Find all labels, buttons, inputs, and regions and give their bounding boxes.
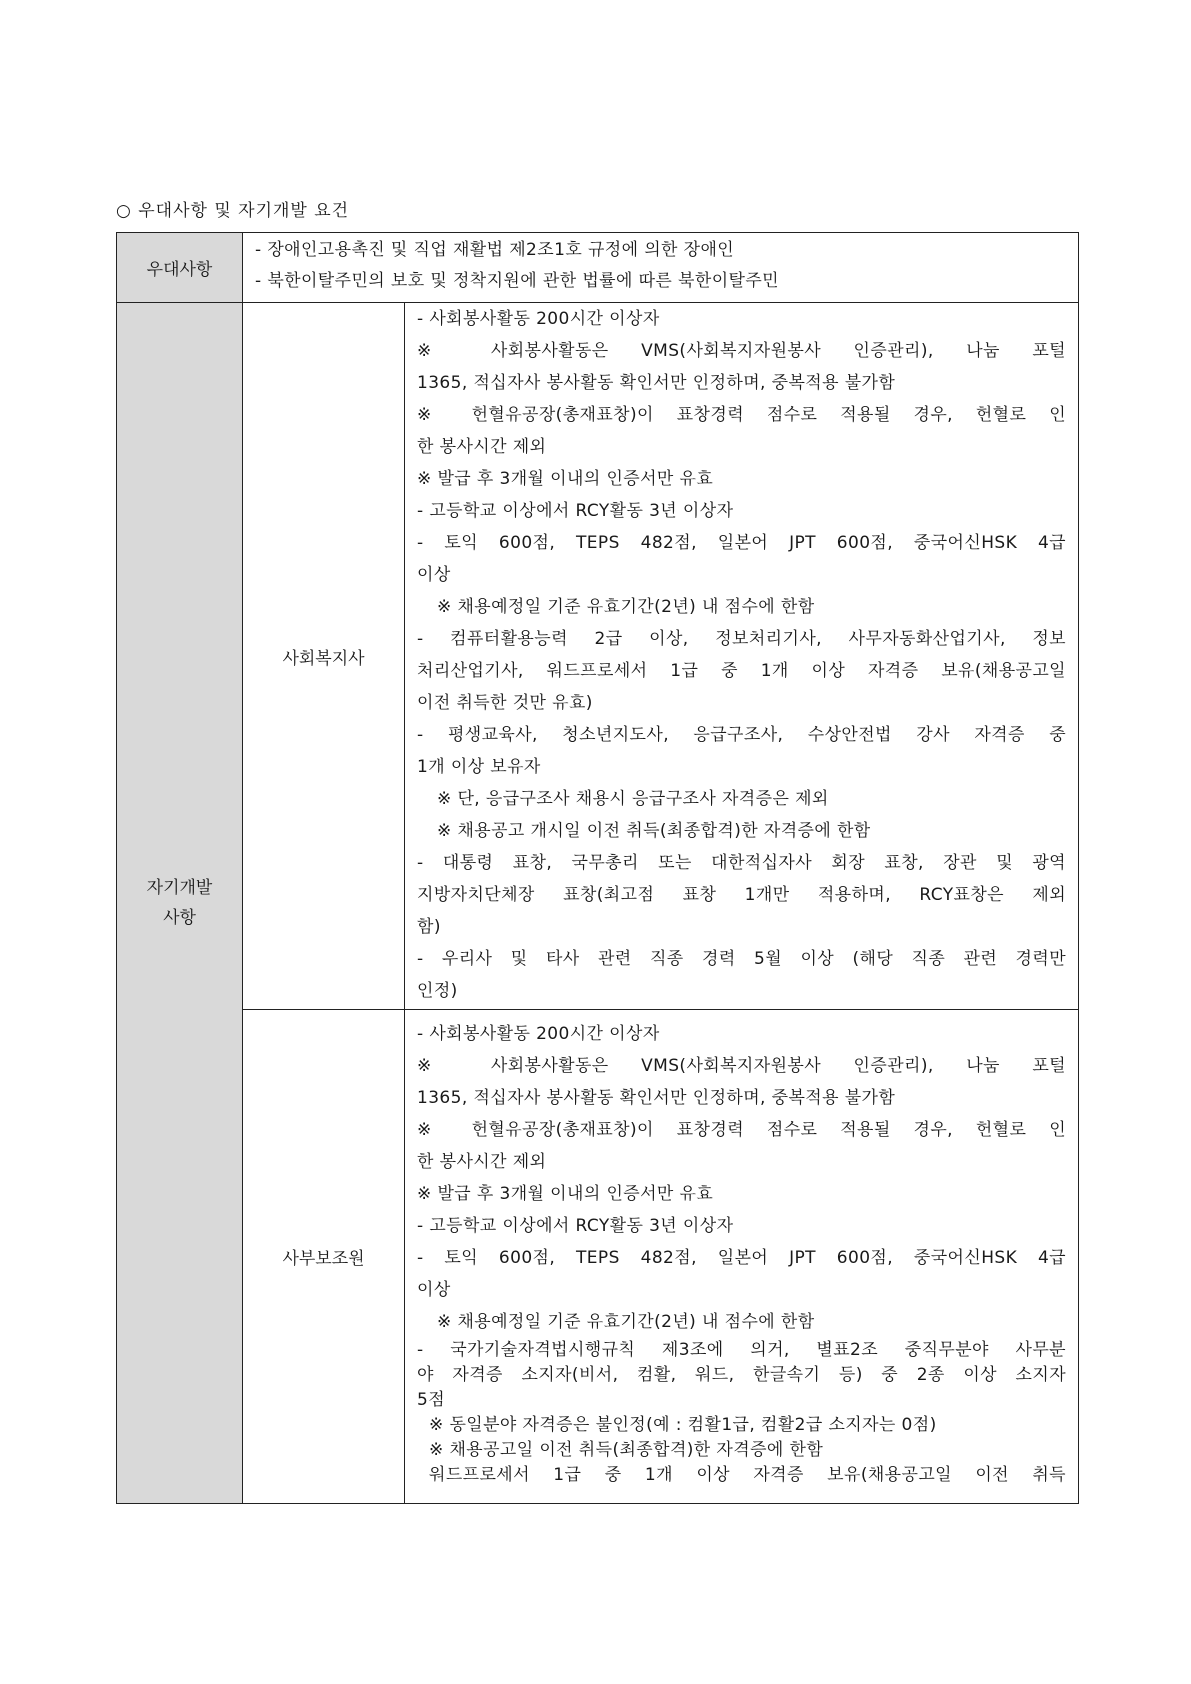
requirement-line: - 평생교육사, 청소년지도사, 응급구조사, 수상안전법 강사 자격증 중 bbox=[417, 725, 1067, 745]
requirement-line: 지방자치단체장 표창(최고점 표창 1개만 적용하며, RCY표창은 제외 bbox=[417, 885, 1067, 905]
requirement-line: 5점 bbox=[417, 1390, 446, 1410]
social-worker-content-cell bbox=[405, 303, 1079, 1010]
preferred-label-cell bbox=[117, 233, 243, 303]
requirement-line: ※ 헌혈유공장(총재표창)이 표창경력 점수로 적용될 경우, 헌혈로 인 bbox=[417, 405, 1067, 425]
office-assistant-label: 사부보조원 bbox=[282, 1249, 365, 1269]
requirement-line: 1개 이상 보유자 bbox=[417, 757, 541, 777]
self-dev-label-line2: 사항 bbox=[163, 908, 196, 928]
requirements-table bbox=[116, 232, 1079, 1504]
requirement-line: - 토익 600점, TEPS 482점, 일본어 JPT 600점, 중국어신HSK 4급 bbox=[417, 533, 1067, 553]
requirement-line: 1365, 적십자사 봉사활동 확인서만 인정하며, 중복적용 불가함 bbox=[417, 373, 896, 393]
social-worker-label-cell bbox=[243, 303, 405, 1010]
preferred-line: - 북한이탈주민의 보호 및 정착지원에 관한 법률에 따른 북한이탈주민 bbox=[255, 271, 779, 291]
requirement-line: 이상 bbox=[417, 565, 451, 585]
requirement-line: - 컴퓨터활용능력 2급 이상, 정보처리기사, 사무자동화산업기사, 정보 bbox=[417, 629, 1067, 649]
requirement-line: ※ 헌혈유공장(총재표창)이 표창경력 점수로 적용될 경우, 헌혈로 인 bbox=[417, 1120, 1067, 1140]
requirement-line: ※ 채용예정일 기준 유효기간(2년) 내 점수에 한함 bbox=[437, 1312, 815, 1332]
office-assistant-content-cell bbox=[405, 1010, 1079, 1504]
requirement-line: 1365, 적십자사 봉사활동 확인서만 인정하며, 중복적용 불가함 bbox=[417, 1088, 896, 1108]
requirement-line: - 고등학교 이상에서 RCY활동 3년 이상자 bbox=[417, 1216, 734, 1236]
section-heading: ○ 우대사항 및 자기개발 요건 bbox=[116, 201, 350, 221]
office-assistant-row bbox=[117, 1010, 1079, 1504]
preferred-label: 우대사항 bbox=[146, 260, 213, 280]
self-dev-label bbox=[117, 873, 242, 933]
requirement-line: 이전 취득한 것만 유효) bbox=[417, 693, 593, 713]
preferred-content-cell bbox=[243, 233, 1079, 303]
requirement-line: - 사회봉사활동 200시간 이상자 bbox=[417, 309, 660, 329]
social-worker-row bbox=[117, 303, 1079, 1010]
requirement-line: ※ 채용공고일 이전 취득(최종합격)한 자격증에 한함 bbox=[429, 1440, 824, 1460]
requirement-line: - 우리사 및 타사 관련 직종 경력 5월 이상 (해당 직종 관련 경력만 bbox=[417, 949, 1067, 969]
requirement-line: ※ 동일분야 자격증은 불인정(예 : 컴활1급, 컴활2급 소지자는 0점) bbox=[429, 1415, 937, 1435]
requirement-line: - 토익 600점, TEPS 482점, 일본어 JPT 600점, 중국어신HSK 4급 bbox=[417, 1248, 1067, 1268]
requirement-line: 함) bbox=[417, 917, 441, 937]
self-dev-label-line1: 자기개발 bbox=[146, 878, 213, 898]
requirement-line: ※ 발급 후 3개월 이내의 인증서만 유효 bbox=[417, 469, 714, 489]
requirement-line: - 국가기술자격법시행규칙 제3조에 의거, 별표2조 중직무분야 사무분 bbox=[417, 1340, 1067, 1360]
requirement-line: - 사회봉사활동 200시간 이상자 bbox=[417, 1024, 660, 1044]
requirement-line: ※ 사회봉사활동은 VMS(사회복지자원봉사 인증관리), 나눔 포털 bbox=[417, 1056, 1067, 1076]
requirement-line: ※ 사회봉사활동은 VMS(사회복지자원봉사 인증관리), 나눔 포털 bbox=[417, 341, 1067, 361]
requirement-line: 야 자격증 소지자(비서, 컴활, 워드, 한글속기 등) 중 2종 이상 소지자 bbox=[417, 1365, 1067, 1385]
requirement-line: 이상 bbox=[417, 1280, 451, 1300]
requirement-line: ※ 채용공고 개시일 이전 취득(최종합격)한 자격증에 한함 bbox=[437, 821, 871, 841]
requirement-line: 한 봉사시간 제외 bbox=[417, 437, 547, 457]
requirement-line: ※ 발급 후 3개월 이내의 인증서만 유효 bbox=[417, 1184, 714, 1204]
self-dev-label-cell bbox=[117, 303, 243, 1504]
requirement-line: ※ 단, 응급구조사 채용시 응급구조사 자격증은 제외 bbox=[437, 789, 829, 809]
requirement-line: 한 봉사시간 제외 bbox=[417, 1152, 547, 1172]
requirement-line: - 대통령 표창, 국무총리 또는 대한적십자사 회장 표창, 장관 및 광역 bbox=[417, 853, 1067, 873]
preferred-row bbox=[117, 233, 1079, 303]
requirement-line: - 고등학교 이상에서 RCY활동 3년 이상자 bbox=[417, 501, 734, 521]
preferred-line: - 장애인고용촉진 및 직업 재활법 제2조1호 규정에 의한 장애인 bbox=[255, 240, 735, 260]
requirement-line: 인정) bbox=[417, 981, 458, 1001]
social-worker-label: 사회복지사 bbox=[282, 648, 365, 669]
requirement-line: 워드프로세서 1급 중 1개 이상 자격증 보유(채용공고일 이전 취득 bbox=[429, 1465, 1067, 1485]
requirement-line: 처리산업기사, 워드프로세서 1급 중 1개 이상 자격증 보유(채용공고일 bbox=[417, 661, 1067, 681]
office-assistant-label-cell bbox=[243, 1010, 405, 1504]
requirement-line: ※ 채용예정일 기준 유효기간(2년) 내 점수에 한함 bbox=[437, 597, 815, 617]
